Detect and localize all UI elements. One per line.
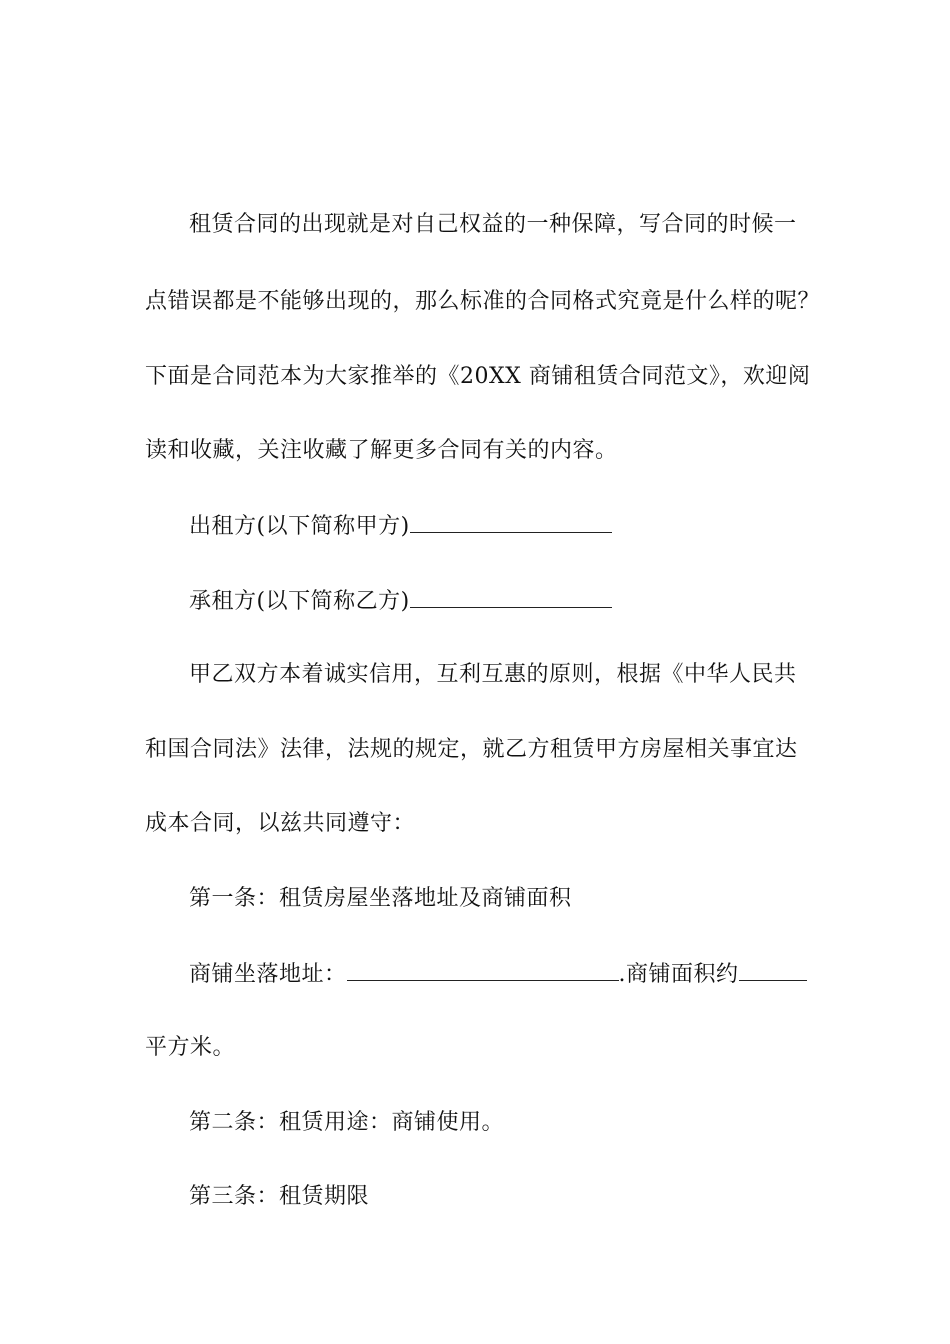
article-3-title: 第三条：租赁期限: [189, 1184, 370, 1209]
lessee-line: [189, 587, 612, 616]
lessor-label: 出租方(以下简称甲方): [189, 514, 410, 539]
area-blank: [739, 960, 807, 981]
address-line: [189, 960, 807, 989]
preamble-line-1: 甲乙双方本着诚实信用，互利互惠的原则，根据《中华人民共: [189, 662, 797, 687]
address-blank: [347, 960, 619, 981]
intro-line-1: 租赁合同的出现就是对自己权益的一种保障，写合同的时候一: [189, 212, 797, 237]
area-unit: 平方米。: [145, 1035, 236, 1060]
preamble-line-3: 成本合同，以兹共同遵守：: [145, 811, 416, 836]
lessor-line: [189, 512, 612, 541]
lessee-blank: [410, 587, 612, 608]
preamble-line-2: 和国合同法》法律，法规的规定，就乙方租赁甲方房屋相关事宜达: [145, 737, 798, 762]
intro-line-2: 点错误都是不能够出现的，那么标准的合同格式究竟是什么样的呢？: [145, 289, 821, 314]
address-label: 商铺坐落地址：: [189, 962, 347, 987]
intro-line-3: 下面是合同范本为大家推举的《20XX 商铺租赁合同范文》，欢迎阅: [145, 364, 811, 389]
article-2: 第二条：租赁用途：商铺使用。: [189, 1110, 505, 1135]
lessee-label: 承租方(以下简称乙方): [189, 589, 410, 614]
lessor-blank: [410, 512, 612, 533]
intro-line-4: 读和收藏，关注收藏了解更多合同有关的内容。: [145, 438, 618, 463]
area-label: .商铺面积约: [618, 962, 739, 987]
article-1-title: 第一条：租赁房屋坐落地址及商铺面积: [189, 886, 572, 911]
